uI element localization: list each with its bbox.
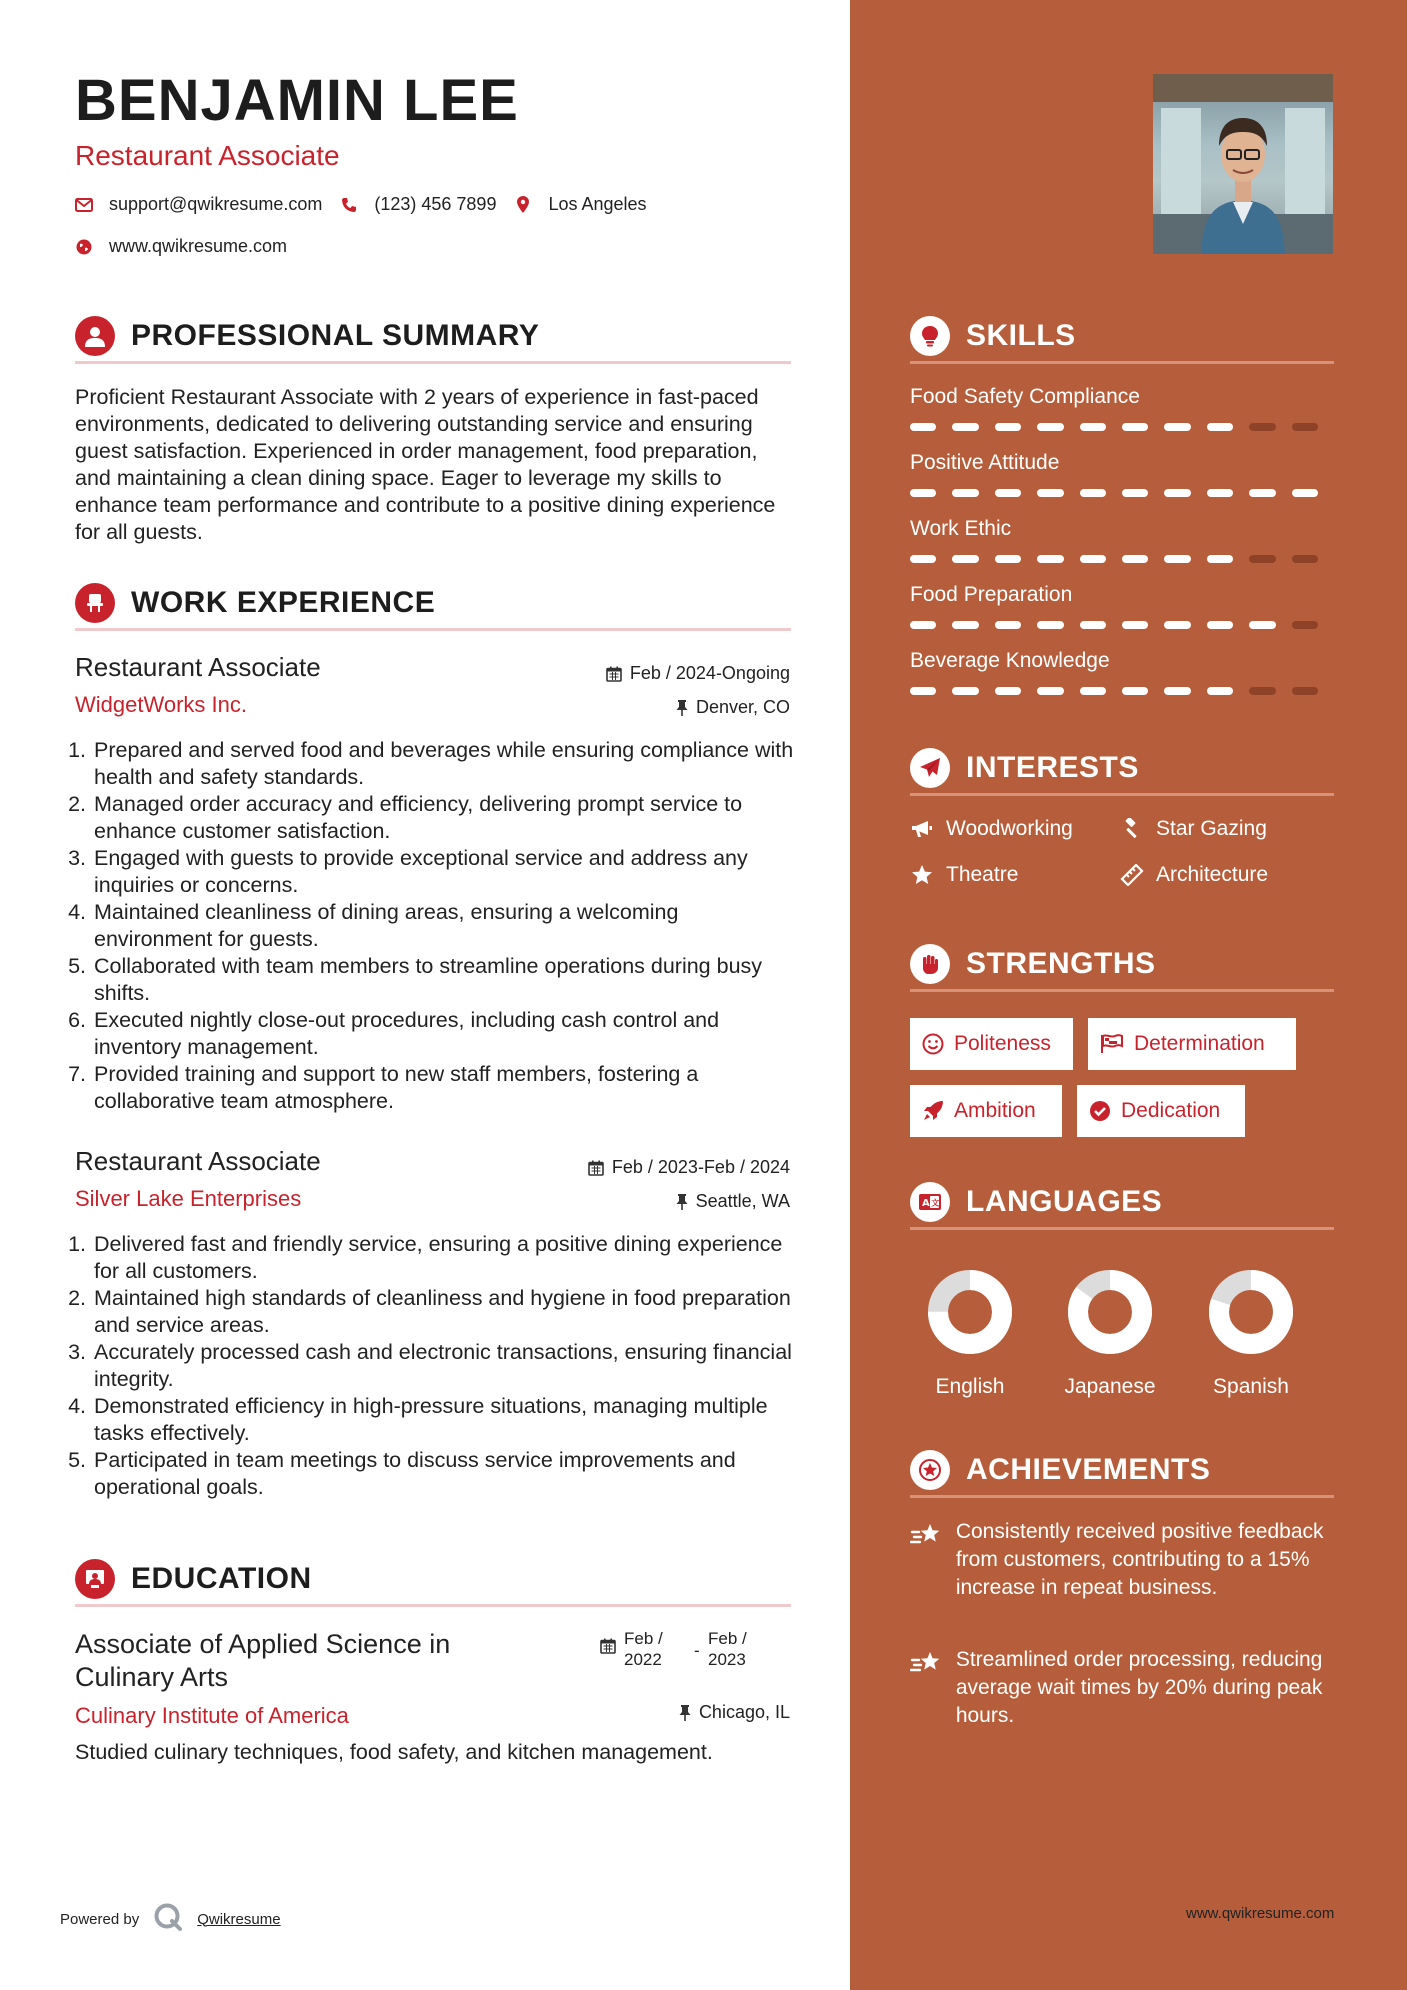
gavel-icon: [1120, 818, 1144, 840]
lightbulb-icon: [910, 316, 950, 356]
list-item: 1. Delivered fast and friendly service, ensuring a positive dining experience for all customers.: [92, 1231, 795, 1285]
skill-name: Work Ethic: [910, 517, 1012, 540]
check-circle-icon: [1089, 1100, 1111, 1122]
phone-icon: [340, 196, 358, 214]
education-start: Feb / 2022: [624, 1629, 663, 1669]
experience-heading: [75, 577, 791, 631]
globe-icon: [75, 238, 93, 256]
job-company: Silver Lake Enterprises: [75, 1186, 302, 1211]
ruler-icon: [1120, 864, 1144, 886]
rocket-icon: [922, 1100, 944, 1122]
experience-heading-text: WORK EXPERIENCE: [131, 585, 436, 619]
contact-row: [75, 194, 665, 215]
skill-dash: [1122, 621, 1148, 629]
job-dates: Feb / 2024-Ongoing: [606, 663, 790, 684]
job-bullets: [70, 737, 795, 1115]
language-level-ring: [1196, 1262, 1306, 1362]
skill-dash: [1164, 621, 1190, 629]
skill-dash: [1037, 687, 1063, 695]
achievement-text: Streamlined order processing, reducing average wait times by 20% during peak hours.: [955, 1648, 1323, 1727]
skill-dash: [1037, 555, 1063, 563]
skill-dash: [1164, 555, 1190, 563]
education-end: Feb / 2023: [708, 1629, 747, 1669]
languages-heading-text: LANGUAGES: [966, 1184, 1163, 1218]
interest-item: Woodworking: [910, 817, 1073, 841]
education-heading: [75, 1553, 791, 1607]
paper-plane-icon: [910, 748, 950, 788]
pushpin-icon: [679, 1705, 691, 1721]
strength-badge: Dedication: [1077, 1085, 1245, 1137]
strengths-heading-text: STRENGTHS: [966, 946, 1156, 980]
education-location: Chicago, IL: [679, 1702, 790, 1723]
skill-dash: [952, 621, 978, 629]
skill-dash: [1080, 621, 1106, 629]
education-heading-text: EDUCATION: [131, 1561, 312, 1595]
job-title: Restaurant Associate: [75, 652, 321, 682]
skill-dash: [995, 555, 1021, 563]
education-dates: [600, 1628, 768, 1670]
footer-website[interactable]: www.qwikresume.com: [1186, 1905, 1335, 1922]
skill-item: [910, 517, 1334, 563]
pushpin-icon: [676, 700, 688, 716]
skill-name: Food Safety Compliance: [910, 385, 1140, 408]
candidate-name: BENJAMIN LEE: [75, 68, 519, 133]
powered-by: Powered by Qwikresume: [60, 1902, 281, 1936]
skill-dash: [1207, 555, 1233, 563]
chair-icon: [75, 583, 115, 623]
skill-rating: [910, 555, 1334, 563]
skill-dash: [1037, 423, 1063, 431]
skill-dash: [1122, 555, 1148, 563]
achievement-item: [910, 1518, 1334, 1602]
degree-title: Associate of Applied Science in Culinary Arts: [75, 1629, 451, 1692]
list-item: 5. Collaborated with team members to streamline operations during busy shifts.: [92, 953, 795, 1007]
skill-item: [910, 385, 1334, 431]
skill-dash: [1122, 687, 1148, 695]
skill-dash: [1249, 687, 1275, 695]
skill-name: Positive Attitude: [910, 451, 1060, 474]
skill-item: [910, 451, 1334, 497]
strength-badge: Politeness: [910, 1018, 1073, 1070]
list-item: 1. Prepared and served food and beverages while ensuring compliance with health and safety standards.: [92, 737, 795, 791]
list-item: 6. Executed nightly close-out procedures, including cash control and inventory management.: [92, 1007, 795, 1061]
achievements-heading: [910, 1444, 1334, 1498]
flag-icon: [1100, 1034, 1124, 1054]
calendar-icon: [606, 666, 622, 682]
skill-dash: [910, 423, 936, 431]
skill-dash: [910, 687, 936, 695]
skill-dash: [952, 489, 978, 497]
skill-dash: [1249, 489, 1275, 497]
skills-heading: [910, 310, 1334, 364]
list-item: 4. Maintained cleanliness of dining areas, ensuring a welcoming environment for guests.: [92, 899, 795, 953]
envelope-icon: [75, 196, 93, 214]
skill-dash: [1207, 621, 1233, 629]
skill-dash: [1164, 489, 1190, 497]
skill-rating: [910, 423, 1334, 431]
skill-item: [910, 583, 1334, 629]
achievement-text: Consistently received positive feedback from customers, contributing to a 15% increase in repeat business.: [955, 1520, 1324, 1599]
job-title: Restaurant Associate: [75, 1146, 321, 1176]
skill-dash: [1080, 423, 1106, 431]
job-dates: Feb / 2023-Feb / 2024: [588, 1157, 790, 1178]
language-name: Japanese: [1064, 1375, 1156, 1398]
skill-dash: [1292, 621, 1318, 629]
skills-heading-text: SKILLS: [966, 318, 1076, 352]
job-bullets: [70, 1231, 795, 1501]
calendar-icon: [600, 1628, 616, 1670]
skill-dash: [1080, 687, 1106, 695]
skill-dash: [1249, 423, 1275, 431]
date-separator: -: [694, 1641, 700, 1660]
pushpin-icon: [676, 1194, 688, 1210]
language-level-ring: [915, 1262, 1025, 1362]
star-icon: [910, 864, 934, 886]
skill-name: Beverage Knowledge: [910, 649, 1110, 672]
website-link[interactable]: www.qwikresume.com: [109, 236, 288, 256]
translate-icon: [910, 1182, 950, 1222]
list-item: 5. Participated in team meetings to discuss service improvements and operational goals.: [92, 1447, 795, 1501]
skill-dash: [910, 621, 936, 629]
interests-heading-text: INTERESTS: [966, 750, 1139, 784]
summary-text: Proficient Restaurant Associate with 2 years of experience in fast-paced environments, dedicated to delivering outstanding service and ensuring guest satisfaction. Experienced in order management, food preparation, and maintaining a clean dining space. Eager to leverage my skills to enhance team performance and contribute to a positive dining experience for all guests.: [75, 385, 776, 544]
skill-dash: [1249, 555, 1275, 563]
strengths-heading: [910, 938, 1334, 992]
skill-dash: [1037, 489, 1063, 497]
interest-item: Architecture: [1120, 863, 1268, 887]
list-item: 7. Provided training and support to new staff members, fostering a collaborative team atmosphere.: [92, 1061, 795, 1115]
list-item: 3. Accurately processed cash and electronic transactions, ensuring financial integrity.: [92, 1339, 795, 1393]
brand-link[interactable]: Qwikresume: [197, 1910, 281, 1928]
job-location: Seattle, WA: [676, 1191, 790, 1212]
skill-name: Food Preparation: [910, 583, 1073, 606]
achievement-item: [910, 1646, 1334, 1730]
skill-dash: [1122, 423, 1148, 431]
skill-dash: [995, 423, 1021, 431]
smile-icon: [922, 1033, 944, 1055]
language-item: [915, 1262, 1025, 1399]
skill-dash: [995, 687, 1021, 695]
skill-dash: [910, 489, 936, 497]
skill-dash: [1080, 489, 1106, 497]
skill-dash: [995, 489, 1021, 497]
achievements-heading-text: ACHIEVEMENTS: [966, 1452, 1211, 1486]
language-name: Spanish: [1213, 1375, 1289, 1398]
shooting-star-icon: [910, 1646, 946, 1730]
skill-dash: [952, 687, 978, 695]
bullhorn-icon: [910, 820, 934, 838]
svg-text:A: A: [922, 1197, 930, 1209]
list-item: 3. Engaged with guests to provide exceptional service and address any inquiries or concerns.: [92, 845, 795, 899]
language-item: [1055, 1262, 1165, 1399]
phone-number[interactable]: (123) 456 7899: [374, 194, 497, 214]
skill-dash: [952, 423, 978, 431]
language-name: English: [935, 1375, 1005, 1398]
list-item: 4. Demonstrated efficiency in high-pressure situations, managing multiple tasks effectively.: [92, 1393, 795, 1447]
skill-dash: [1292, 555, 1318, 563]
job-company: WidgetWorks Inc.: [75, 692, 247, 717]
qwikresume-logo-icon: [153, 1902, 183, 1936]
skill-dash: [1207, 489, 1233, 497]
languages-heading: [910, 1176, 1334, 1230]
shooting-star-icon: [910, 1518, 946, 1602]
education-description: Studied culinary techniques, food safety, and kitchen management.: [75, 1740, 713, 1764]
skill-dash: [910, 555, 936, 563]
summary-heading: [75, 310, 791, 364]
skill-item: [910, 649, 1334, 695]
skill-dash: [1080, 555, 1106, 563]
graduate-icon: [75, 1559, 115, 1599]
skill-dash: [952, 555, 978, 563]
svg-text:文: 文: [931, 1198, 940, 1207]
strength-badge: Ambition: [910, 1085, 1062, 1137]
language-level-ring: [1055, 1262, 1165, 1362]
skill-rating: [910, 489, 1334, 497]
candidate-title: Restaurant Associate: [75, 140, 340, 171]
map-pin-icon: [514, 196, 532, 214]
skill-dash: [1207, 423, 1233, 431]
skill-dash: [1164, 423, 1190, 431]
skill-dash: [1037, 621, 1063, 629]
location-text: Los Angeles: [548, 194, 647, 214]
award-star-icon: [910, 1450, 950, 1490]
strength-badge: Determination: [1088, 1018, 1296, 1070]
interest-item: Star Gazing: [1120, 817, 1267, 841]
skill-dash: [1292, 423, 1318, 431]
skill-dash: [1292, 489, 1318, 497]
skill-rating: [910, 687, 1334, 695]
user-icon: [75, 316, 115, 356]
skill-dash: [1249, 621, 1275, 629]
list-item: 2. Maintained high standards of cleanliness and hygiene in food preparation and service areas.: [92, 1285, 795, 1339]
skill-dash: [1292, 687, 1318, 695]
summary-heading-text: PROFESSIONAL SUMMARY: [131, 318, 540, 352]
skill-dash: [1207, 687, 1233, 695]
interest-item: Theatre: [910, 863, 1018, 887]
job-location: Denver, CO: [676, 697, 790, 718]
interests-heading: [910, 742, 1334, 796]
institution-name: Culinary Institute of America: [75, 1703, 349, 1728]
email-link[interactable]: support@qwikresume.com: [109, 194, 323, 214]
skill-dash: [1164, 687, 1190, 695]
skill-dash: [1122, 489, 1148, 497]
language-item: [1196, 1262, 1306, 1399]
calendar-icon: [588, 1160, 604, 1176]
skill-rating: [910, 621, 1334, 629]
skill-dash: [995, 621, 1021, 629]
raised-fist-icon: [910, 944, 950, 984]
website-row: [75, 236, 305, 257]
profile-photo: [1153, 74, 1333, 254]
list-item: 2. Managed order accuracy and efficiency, delivering prompt service to enhance customer satisfaction.: [92, 791, 795, 845]
